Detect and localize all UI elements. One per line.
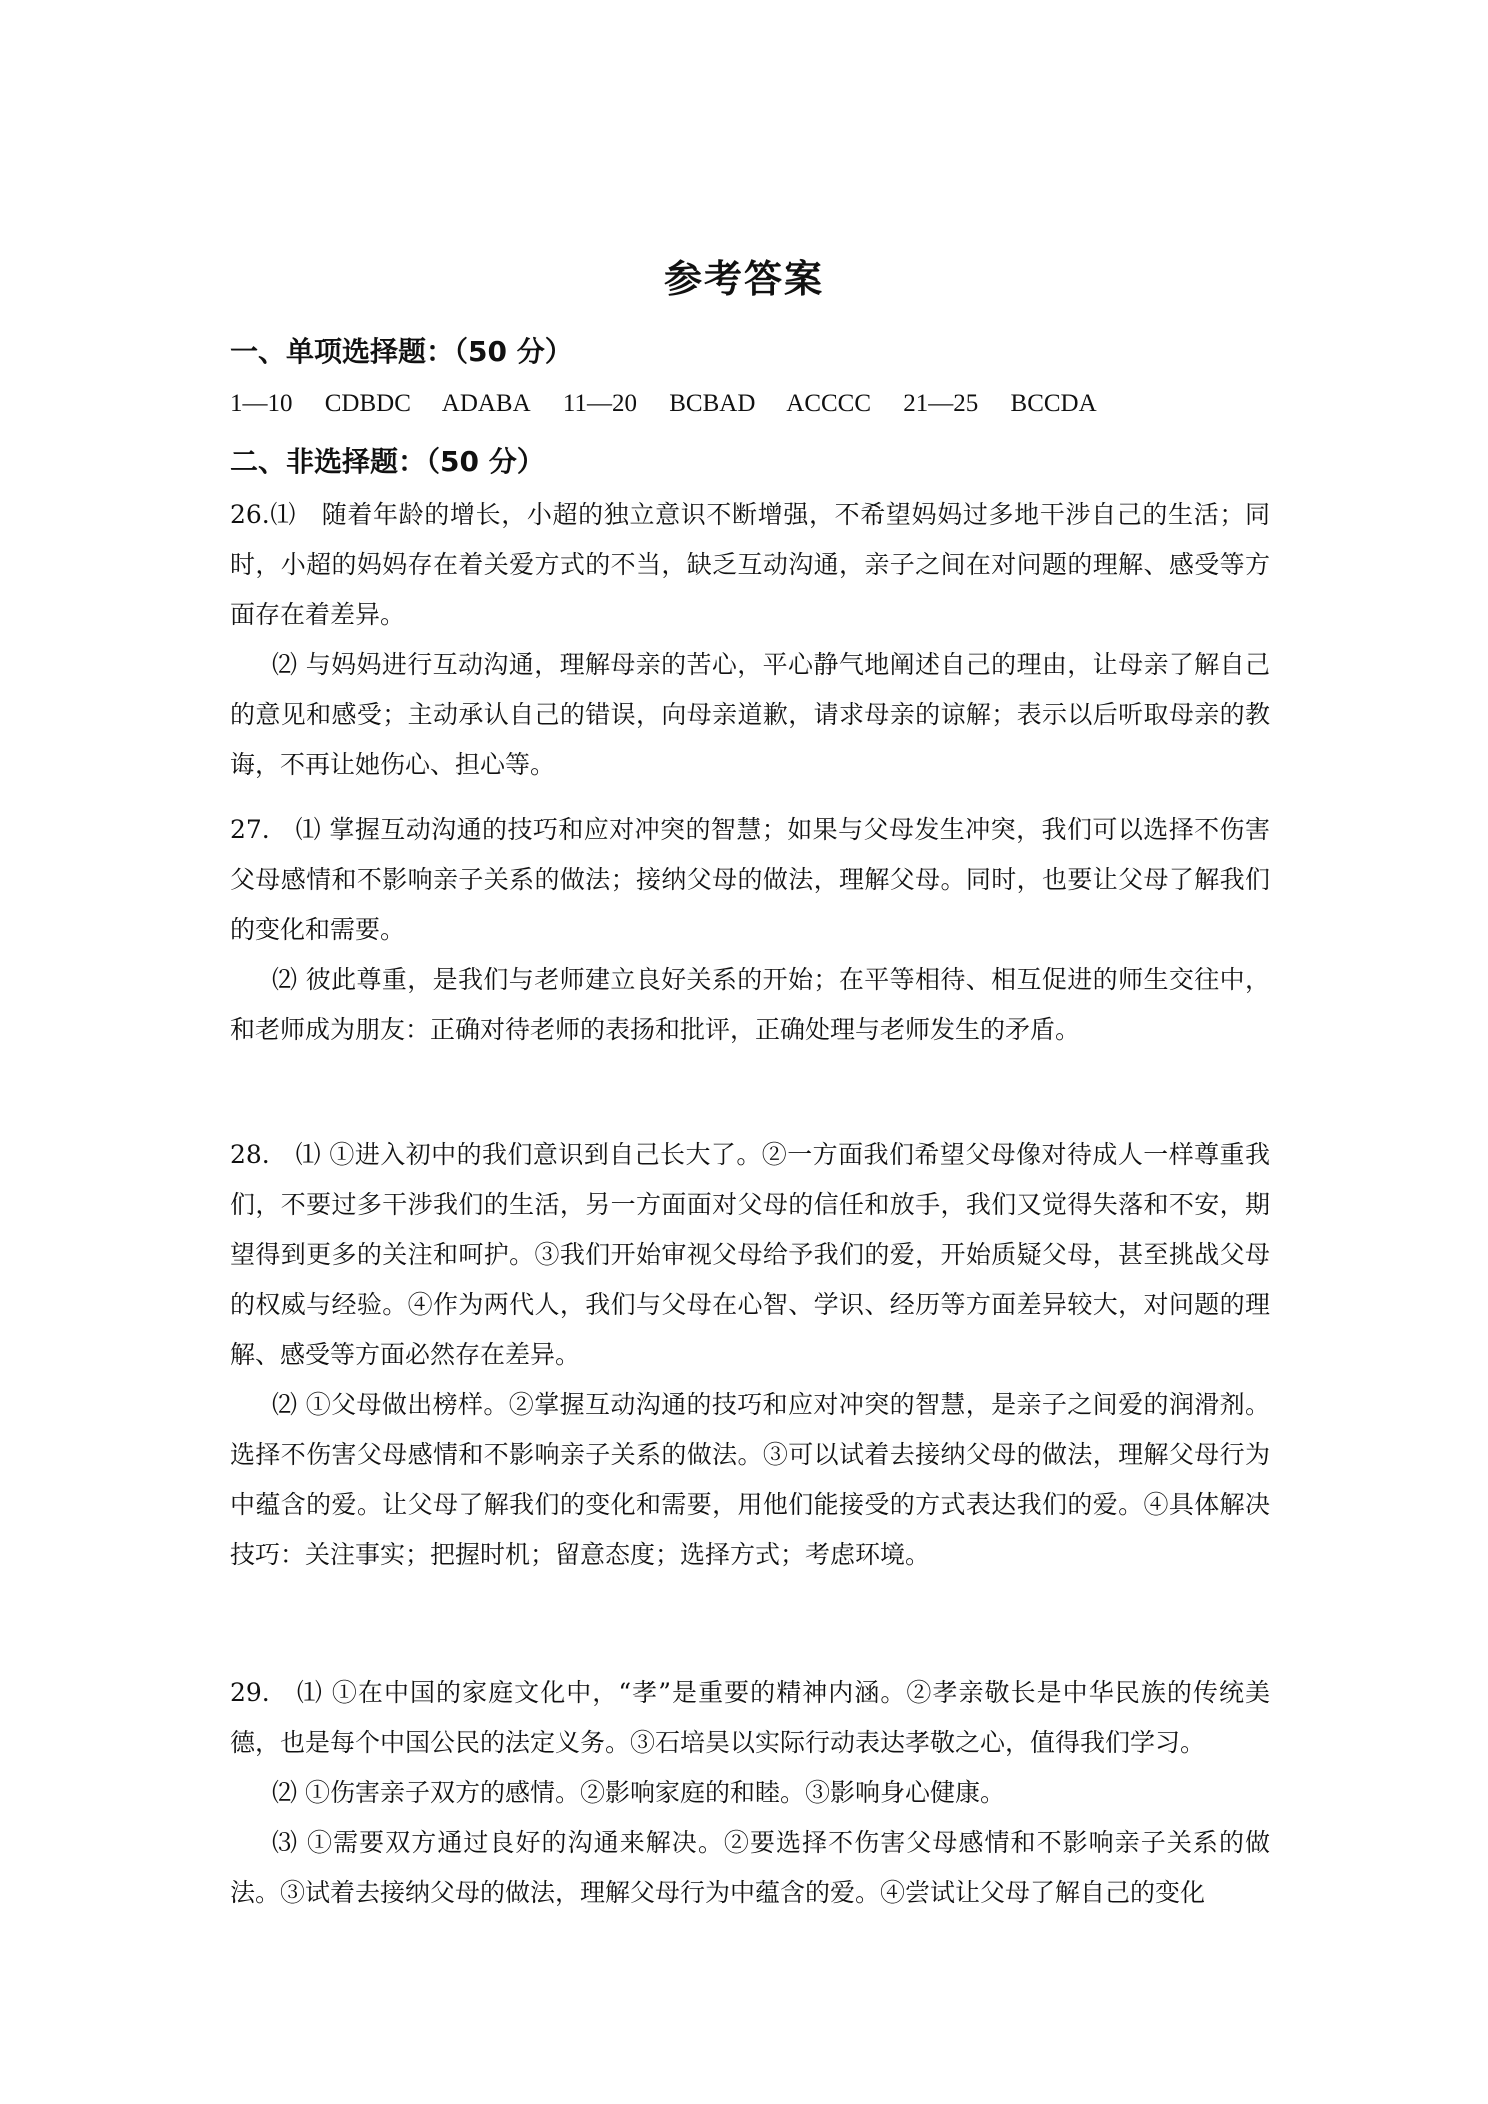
q28-part1: 28. ⑴ ①进入初中的我们意识到自己长大了。②一方面我们希望父母像对待成人一样尊重我们，不要过多干涉我们的生活，另一方面面对父母的信任和放手，我们又觉得失落和不安，期望得到更多的关注和呵护。③我们开始审视父母给予我们的爱，开始质疑父母，甚至挑战父母的权威与经验。④作为两代人，我们与父母在心智、学识、经历等方面差异较大，对问题的理解、感受等方面必然存在差异。 [230, 1140, 1270, 1369]
q26-part1: 26.⑴ 随着年龄的增长，小超的独立意识不断增强，不希望妈妈过多地干涉自己的生活；同时，小超的妈妈存在着关爱方式的不当，缺乏互动沟通，亲子之间在对问题的理解、感受等方面存在着差异。 [230, 500, 1270, 629]
question-29 [230, 1668, 1270, 1918]
q29-part2: ⑵ ①伤害亲子双方的感情。②影响家庭的和睦。③影响身心健康。 [272, 1778, 1005, 1807]
q27-part1: 27. ⑴ 掌握互动沟通的技巧和应对冲突的智慧；如果与父母发生冲突，我们可以选择不伤害父母感情和不影响亲子关系的做法；接纳父母的做法，理解父母。同时，也要让父母了解我们的变化和需要。 [230, 815, 1270, 944]
answer-range: 11—20 [562, 390, 637, 417]
q29-part3: ⑶ ①需要双方通过良好的沟通来解决。②要选择不伤害父母感情和不影响亲子关系的做法。③试着去接纳父母的做法，理解父母行为中蕴含的爱。④尝试让父母了解自己的变化 [230, 1828, 1270, 1907]
answer-group: CDBDC [324, 390, 411, 417]
choice-answers [230, 390, 1123, 418]
q26-part2: ⑵ 与妈妈进行互动沟通，理解母亲的苦心，平心静气地阐述自己的理由，让母亲了解自己的意见和感受；主动承认自己的错误，向母亲道歉，请求母亲的谅解；表示以后听取母亲的教诲，不再让她伤心、担心等。 [230, 650, 1270, 779]
question-28 [230, 1130, 1270, 1580]
answer-group: BCBAD [669, 390, 756, 417]
section-heading-nonchoice: 二、非选择题：（50 分） [230, 445, 545, 478]
answer-group: ADABA [441, 390, 531, 417]
answer-group: ACCCC [786, 390, 872, 417]
answer-range: 1—10 [230, 390, 293, 417]
answer-range: 21—25 [903, 390, 979, 417]
q28-part2: ⑵ ①父母做出榜样。②掌握互动沟通的技巧和应对冲突的智慧，是亲子之间爱的润滑剂。选择不伤害父母感情和不影响亲子关系的做法。③可以试着去接纳父母的做法，理解父母行为中蕴含的爱。让父母了解我们的变化和需要，用他们能接受的方式表达我们的爱。④具体解决技巧：关注事实；把握时机；留意态度；选择方式；考虑环境。 [230, 1390, 1270, 1569]
q27-part2: ⑵ 彼此尊重，是我们与老师建立良好关系的开始；在平等相待、相互促进的师生交往中，和老师成为朋友：正确对待老师的表扬和批评，正确处理与老师发生的矛盾。 [230, 965, 1270, 1044]
q29-part1: 29. ⑴ ①在中国的家庭文化中，“孝”是重要的精神内涵。②孝亲敬长是中华民族的传统美德，也是每个中国公民的法定义务。③石培昊以实际行动表达孝敬之心，值得我们学习。 [230, 1678, 1270, 1757]
question-26 [230, 490, 1270, 790]
answer-group: BCCDA [1010, 390, 1097, 417]
section-heading-choice: 一、单项选择题：（50 分） [230, 335, 573, 368]
question-27 [230, 805, 1270, 1055]
page-title: 参考答案 [663, 257, 824, 301]
